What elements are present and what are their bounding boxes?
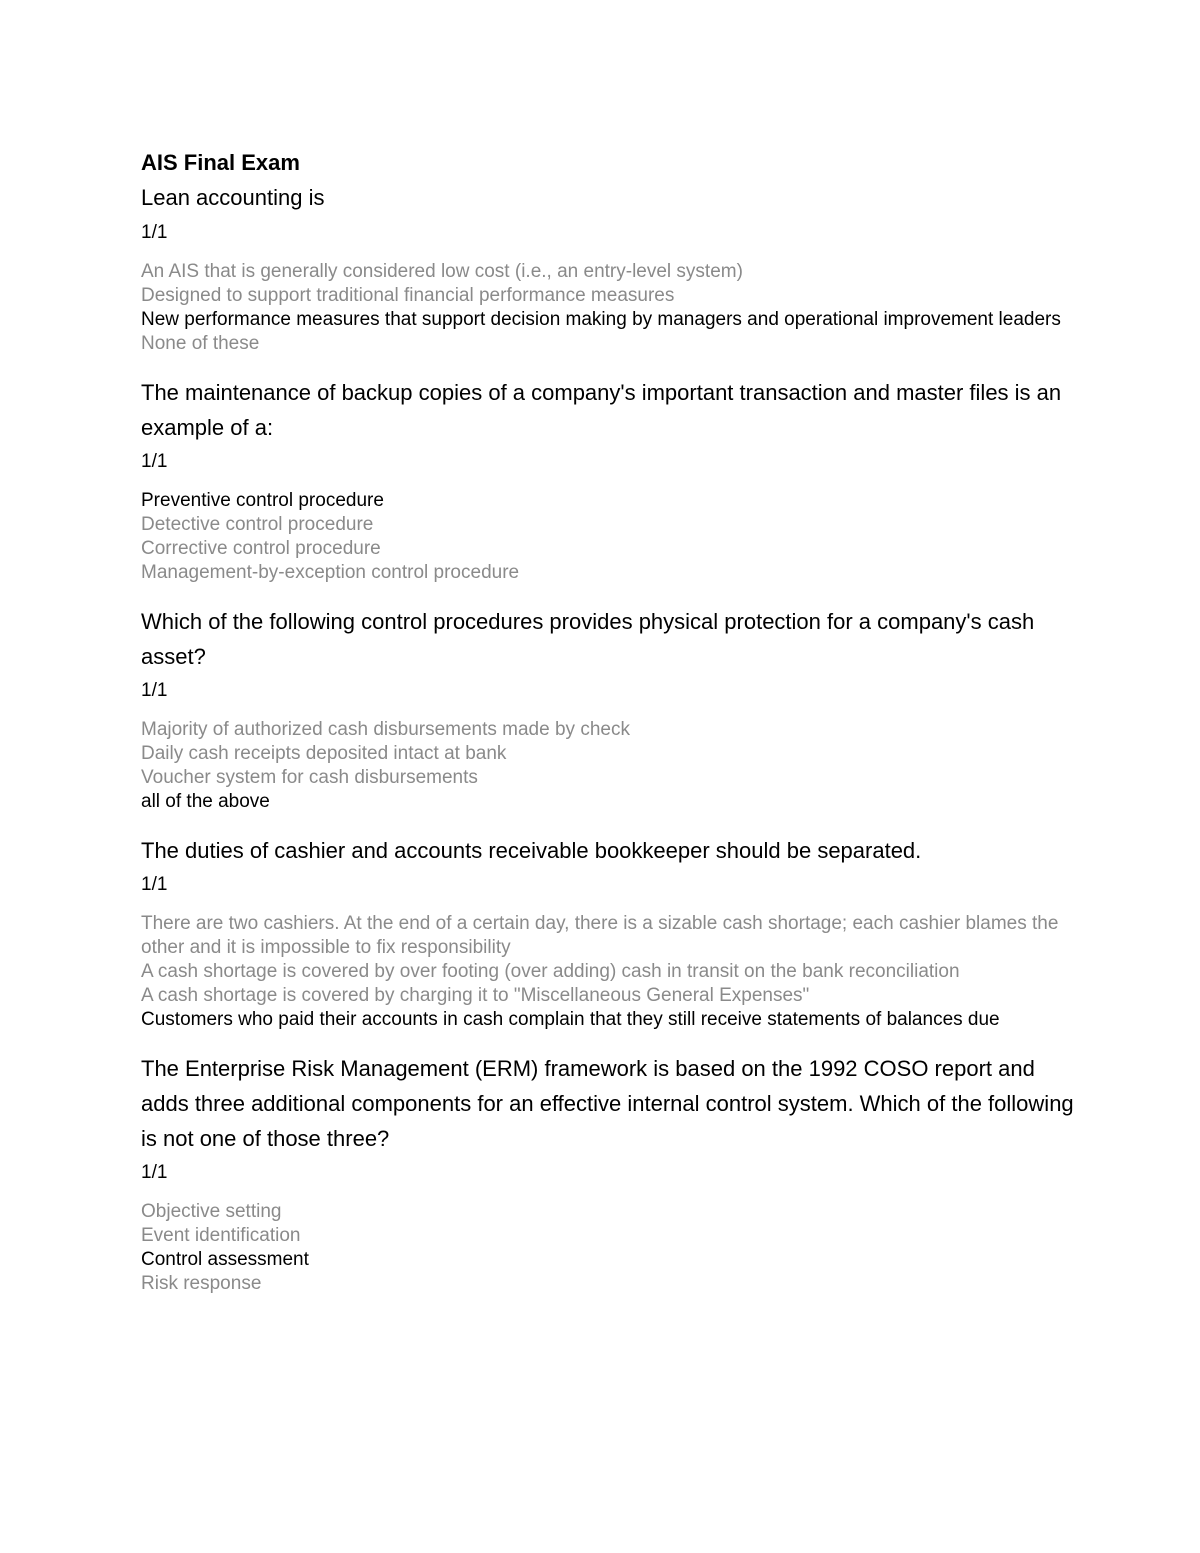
question-5 <box>141 1051 1081 1296</box>
answer-option[interactable]: There are two cashiers. At the end of a certain day, there is a sizable cash shortage; each cashier blames the other and it is impossible to fix responsibility <box>141 913 1059 958</box>
answer-option[interactable]: Daily cash receipts deposited intact at bank <box>141 743 507 764</box>
page-title: AIS Final Exam <box>141 150 300 175</box>
answer-option-selected[interactable]: all of the above <box>141 791 270 812</box>
question-score: 1/1 <box>141 222 168 243</box>
question-score: 1/1 <box>141 1162 168 1183</box>
answer-option-selected[interactable]: Control assessment <box>141 1249 309 1270</box>
answer-options <box>141 260 1081 356</box>
question-3 <box>141 604 1081 814</box>
question-text: Which of the following control procedures provides physical protection for a company's cash asset? <box>141 609 1035 669</box>
answer-option-selected[interactable]: Customers who paid their accounts in cash complain that they still receive statements of balances due <box>141 1009 1000 1030</box>
answer-option[interactable]: Corrective control procedure <box>141 538 381 559</box>
question-score: 1/1 <box>141 874 168 895</box>
question-score: 1/1 <box>141 451 168 472</box>
answer-option[interactable]: A cash shortage is covered by charging it to "Miscellaneous General Expenses" <box>141 985 810 1006</box>
answer-option-selected[interactable]: New performance measures that support decision making by managers and operational improvement leaders <box>141 309 1061 330</box>
answer-option[interactable]: None of these <box>141 333 260 354</box>
answer-option[interactable]: Event identification <box>141 1225 301 1246</box>
answer-option[interactable]: Management-by-exception control procedure <box>141 562 520 583</box>
answer-option-selected[interactable]: Preventive control procedure <box>141 490 384 511</box>
question-text: The maintenance of backup copies of a company's important transaction and master files is an example of a: <box>141 380 1062 440</box>
answer-options <box>141 1200 1081 1296</box>
answer-option[interactable]: Objective setting <box>141 1201 282 1222</box>
question-2 <box>141 375 1081 585</box>
exam-page <box>141 146 1081 1315</box>
answer-option[interactable]: Risk response <box>141 1273 262 1294</box>
question-4 <box>141 833 1081 1032</box>
answer-option[interactable]: Designed to support traditional financial performance measures <box>141 285 675 306</box>
answer-option[interactable]: An AIS that is generally considered low cost (i.e., an entry-level system) <box>141 261 743 282</box>
question-1 <box>141 180 1081 356</box>
answer-options <box>141 718 1081 814</box>
question-text: Lean accounting is <box>141 185 325 210</box>
question-score: 1/1 <box>141 680 168 701</box>
answer-option[interactable]: Detective control procedure <box>141 514 374 535</box>
answer-option[interactable]: A cash shortage is covered by over footing (over adding) cash in transit on the bank reconciliation <box>141 961 960 982</box>
answer-options <box>141 912 1081 1032</box>
question-text: The Enterprise Risk Management (ERM) framework is based on the 1992 COSO report and adds three additional components for an effective internal control system. Which of the following is not one of those three? <box>141 1056 1074 1151</box>
answer-option[interactable]: Majority of authorized cash disbursements made by check <box>141 719 630 740</box>
answer-options <box>141 489 1081 585</box>
answer-option[interactable]: Voucher system for cash disbursements <box>141 767 478 788</box>
question-text: The duties of cashier and accounts receivable bookkeeper should be separated. <box>141 838 922 863</box>
